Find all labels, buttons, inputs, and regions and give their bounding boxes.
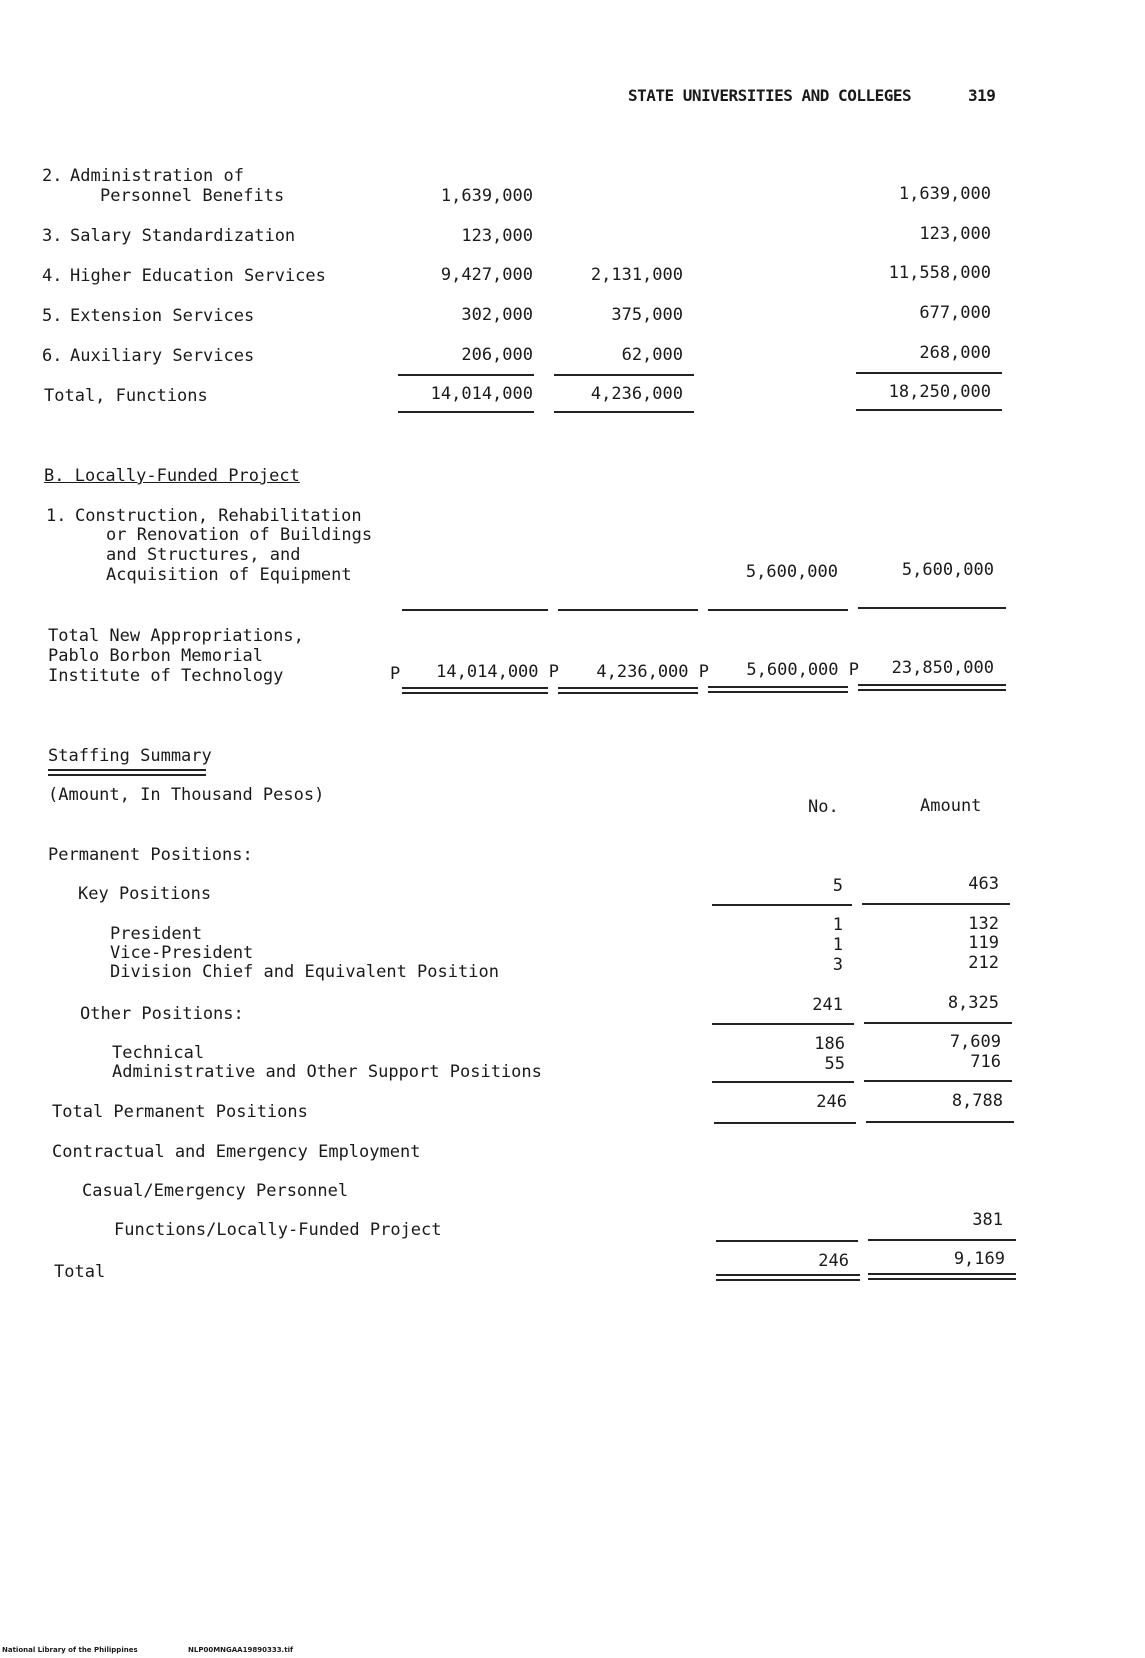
rule: [716, 1240, 858, 1242]
footer-filename: NLP00MNGAA19890333.tif: [188, 1646, 294, 1654]
rule: [856, 409, 1002, 411]
total-label: Total: [54, 1262, 106, 1282]
function-mooe: 2,131,000: [590, 265, 683, 285]
total-new-co: 5,600,000 P: [746, 660, 859, 680]
rule: [554, 374, 694, 376]
double-rule: [558, 687, 698, 694]
other-item-label: Technical: [112, 1043, 205, 1063]
other-item-label: Administrative and Other Support Positions: [112, 1062, 542, 1082]
project-num: 1.: [46, 506, 67, 526]
peso-sign: P: [390, 664, 401, 684]
total-new-line: Total New Appropriations,: [48, 626, 304, 646]
total-new-line: Institute of Technology: [48, 666, 284, 686]
total-permanent-no: 246: [816, 1092, 847, 1112]
rule: [858, 607, 1006, 609]
footer-source: National Library of the Philippines: [2, 1646, 138, 1654]
other-item-amount: 716: [970, 1052, 1001, 1072]
function-ps: 9,427,000: [440, 265, 533, 285]
rule: [708, 609, 848, 611]
key-item-amount: 212: [968, 953, 999, 973]
project-heading: B. Locally-Funded Project: [44, 466, 300, 486]
function-num: 5.: [42, 306, 63, 326]
function-label: Auxiliary Services: [70, 346, 255, 366]
function-ps: 123,000: [461, 226, 533, 246]
function-num: 4.: [42, 266, 63, 286]
other-item-no: 55: [824, 1054, 845, 1074]
other-item-no: 186: [814, 1034, 845, 1054]
total-new-ps: 14,014,000 P: [436, 662, 559, 682]
function-total: 11,558,000: [888, 263, 991, 283]
double-rule: [402, 687, 548, 694]
casual-label: Casual/Emergency Personnel: [82, 1181, 349, 1201]
project-line: Acquisition of Equipment: [106, 565, 352, 585]
functions-project-label: Functions/Locally-Funded Project: [114, 1220, 442, 1240]
function-mooe: 375,000: [611, 305, 683, 325]
function-num: 2.: [42, 166, 63, 186]
project-line: and Structures, and: [106, 545, 301, 565]
project-total: 5,600,000: [901, 560, 994, 580]
contractual-label: Contractual and Emergency Employment: [52, 1142, 421, 1162]
function-label: Salary Standardization: [70, 226, 296, 246]
key-item-label: Division Chief and Equivalent Position: [110, 962, 499, 982]
page-number: 319: [968, 86, 996, 105]
rule: [864, 1080, 1012, 1082]
total-functions-ps: 14,014,000: [430, 384, 533, 404]
key-item-label: President: [110, 924, 203, 944]
double-rule: [48, 769, 206, 776]
total-new-total: 23,850,000: [891, 658, 994, 678]
function-label: Higher Education Services: [70, 266, 326, 286]
permanent-label: Permanent Positions:: [48, 845, 253, 865]
key-item-amount: 119: [968, 933, 999, 953]
key-item-no: 1: [832, 915, 843, 935]
function-num: 6.: [42, 346, 63, 366]
page-header-title: STATE UNIVERSITIES AND COLLEGES: [628, 86, 912, 105]
key-amount: 463: [968, 874, 999, 894]
total-no: 246: [818, 1251, 849, 1271]
double-rule: [868, 1273, 1016, 1280]
double-rule: [716, 1274, 860, 1281]
function-num: 3.: [42, 226, 63, 246]
function-total: 268,000: [919, 343, 991, 363]
staffing-subtitle: (Amount, In Thousand Pesos): [48, 785, 325, 805]
other-amount: 8,325: [947, 993, 999, 1013]
project-line: Construction, Rehabilitation: [75, 506, 362, 526]
function-ps: 1,639,000: [440, 186, 533, 206]
key-item-no: 1: [832, 935, 843, 955]
staffing-title: Staffing Summary: [48, 746, 212, 766]
function-label: Extension Services: [70, 306, 255, 326]
function-mooe: 62,000: [621, 345, 683, 365]
rule: [558, 609, 698, 611]
key-item-no: 3: [832, 955, 843, 975]
total-permanent-amount: 8,788: [951, 1091, 1003, 1111]
project-co: 5,600,000: [745, 562, 838, 582]
rule: [864, 1022, 1012, 1024]
function-ps: 206,000: [461, 345, 533, 365]
other-no: 241: [812, 995, 843, 1015]
col-amount-header: Amount: [920, 796, 982, 816]
function-label: Administration of: [70, 166, 244, 186]
function-total: 677,000: [919, 303, 991, 323]
key-no: 5: [832, 876, 843, 896]
total-permanent-label: Total Permanent Positions: [52, 1102, 308, 1122]
double-rule: [858, 684, 1006, 691]
function-label-cont: Personnel Benefits: [100, 186, 285, 206]
other-positions-label: Other Positions:: [80, 1004, 244, 1024]
total-functions-mooe: 4,236,000: [590, 384, 683, 404]
rule: [398, 374, 534, 376]
rule: [402, 609, 548, 611]
rule: [712, 1023, 854, 1025]
function-ps: 302,000: [461, 305, 533, 325]
key-item-label: Vice-President: [110, 943, 254, 963]
rule: [714, 1122, 856, 1124]
rule: [712, 1081, 854, 1083]
rule: [868, 1239, 1016, 1241]
total-new-mooe: 4,236,000 P: [596, 662, 709, 682]
total-amount: 9,169: [953, 1249, 1005, 1269]
key-positions-label: Key Positions: [78, 884, 212, 904]
key-item-amount: 132: [968, 914, 999, 934]
rule: [862, 903, 1010, 905]
total-functions-label: Total, Functions: [44, 386, 208, 406]
project-line: or Renovation of Buildings: [106, 525, 373, 545]
col-no-header: No.: [808, 797, 839, 817]
total-new-line: Pablo Borbon Memorial: [48, 646, 263, 666]
rule: [712, 904, 852, 906]
function-total: 1,639,000: [898, 184, 991, 204]
double-rule: [708, 686, 848, 693]
functions-project-amount: 381: [972, 1210, 1003, 1230]
rule: [856, 372, 1002, 374]
function-total: 123,000: [919, 224, 991, 244]
rule: [866, 1121, 1014, 1123]
total-functions-total: 18,250,000: [888, 382, 991, 402]
other-item-amount: 7,609: [949, 1032, 1001, 1052]
rule: [398, 411, 534, 413]
rule: [554, 411, 694, 413]
